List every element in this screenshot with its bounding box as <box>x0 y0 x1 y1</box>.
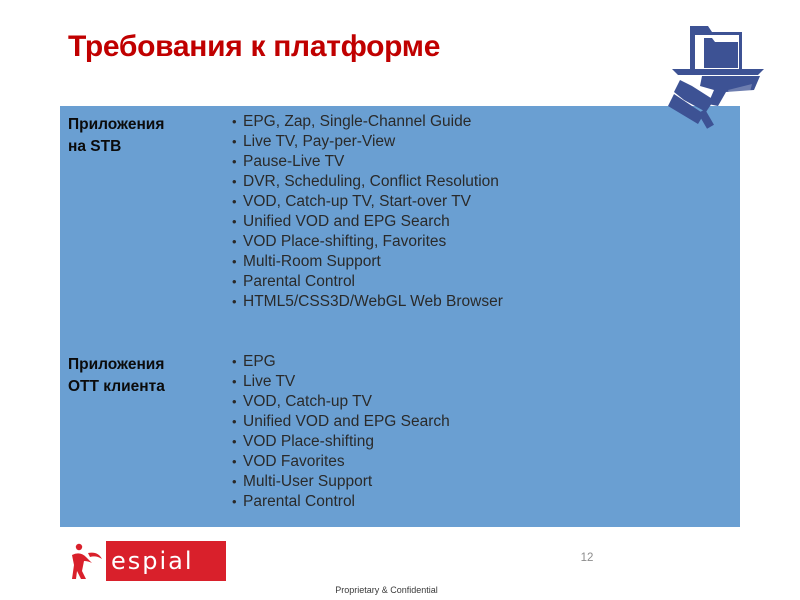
list-item <box>232 212 503 232</box>
bullet-icon: • <box>232 374 237 389</box>
page-number: 12 <box>580 552 594 564</box>
bullet-icon: • <box>232 434 237 449</box>
list-item-text: VOD Place-shifting, Favorites <box>243 233 447 250</box>
bullet-icon: • <box>232 134 237 149</box>
bullet-icon: • <box>232 454 237 469</box>
list-item <box>232 112 503 132</box>
bullet-icon: • <box>232 214 237 229</box>
list-item-text: VOD Favorites <box>243 453 345 470</box>
bullet-icon: • <box>232 234 237 249</box>
list-item-text: VOD, Catch-up TV <box>243 393 372 410</box>
list-item-text: EPG <box>243 353 276 370</box>
list-item-text: Parental Control <box>243 273 356 290</box>
list-item <box>232 492 450 512</box>
requirements-panel <box>60 106 740 527</box>
list-item <box>232 152 503 172</box>
list-item <box>232 352 450 372</box>
list-item <box>232 452 450 472</box>
list-item <box>232 392 450 412</box>
list-item <box>232 252 503 272</box>
list-item-text: Multi-User Support <box>243 473 373 490</box>
bullet-icon: • <box>232 414 237 429</box>
list-item-text: Live TV, Pay-per-View <box>243 133 396 150</box>
bullet-icon: • <box>232 154 237 169</box>
list-item-text: Live TV <box>243 373 296 390</box>
list-item <box>232 432 450 452</box>
list-item <box>232 132 503 152</box>
list-item-text: Unified VOD and EPG Search <box>243 213 450 230</box>
hand-holding-folder-icon <box>668 20 774 136</box>
bullet-icon: • <box>232 394 237 409</box>
list-item-text: DVR, Scheduling, Conflict Resolution <box>243 173 499 190</box>
stb-apps-list <box>232 112 503 312</box>
espial-logo <box>68 541 226 581</box>
bullet-icon: • <box>232 494 237 509</box>
list-item <box>232 292 503 312</box>
confidential-note: Proprietary & Confidential <box>335 585 438 595</box>
section-heading: Приложения OTT клиента <box>68 356 165 395</box>
bullet-icon: • <box>232 254 237 269</box>
list-item-text: HTML5/CSS3D/WebGL Web Browser <box>243 293 503 310</box>
list-item-text: EPG, Zap, Single-Channel Guide <box>243 113 472 130</box>
bullet-icon: • <box>232 474 237 489</box>
list-item <box>232 192 503 212</box>
list-item-text: Pause-Live TV <box>243 153 345 170</box>
bullet-icon: • <box>232 354 237 369</box>
list-item-text: Parental Control <box>243 493 356 510</box>
slide-title: Требования к платформе <box>68 30 441 63</box>
list-item <box>232 172 503 192</box>
logo-text: espial <box>111 547 194 575</box>
section-heading: Приложения на STB <box>68 116 165 155</box>
list-item-text: VOD Place-shifting <box>243 433 374 450</box>
list-item <box>232 272 503 292</box>
ott-apps-list <box>232 352 450 512</box>
bullet-icon: • <box>232 194 237 209</box>
list-item <box>232 472 450 492</box>
list-item <box>232 232 503 252</box>
list-item-text: VOD, Catch-up TV, Start-over TV <box>243 193 471 210</box>
bullet-icon: • <box>232 294 237 309</box>
list-item-text: Multi-Room Support <box>243 253 381 270</box>
bullet-icon: • <box>232 114 237 129</box>
list-item-text: Unified VOD and EPG Search <box>243 413 450 430</box>
bullet-icon: • <box>232 174 237 189</box>
list-item <box>232 412 450 432</box>
list-item <box>232 372 450 392</box>
bullet-icon: • <box>232 274 237 289</box>
